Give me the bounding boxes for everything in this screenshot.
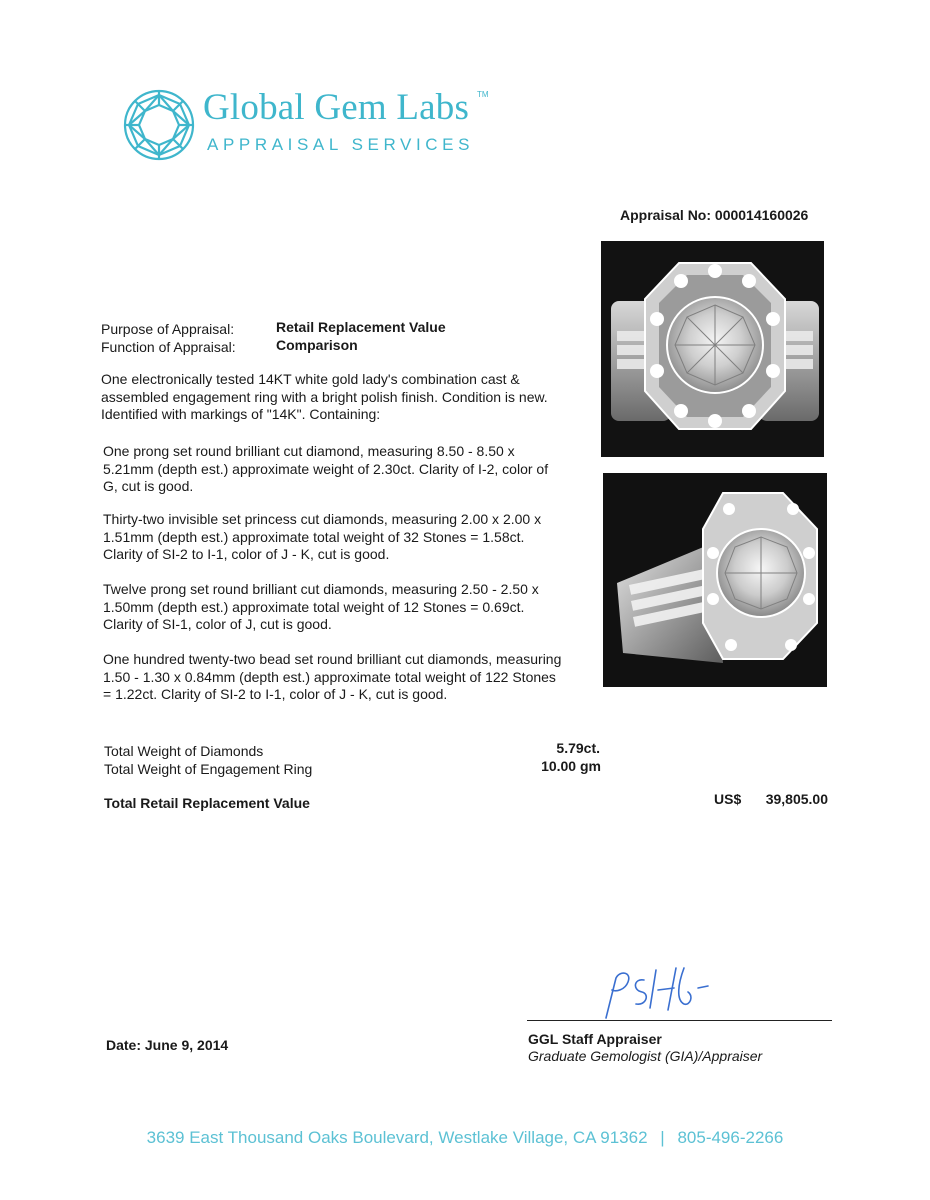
appraiser-credentials: Graduate Gemologist (GIA)/Appraiser [528, 1048, 763, 1064]
center-diamond-description: One prong set round brilliant cut diamond, measuring 8.50 - 8.50 x 5.21mm (depth est.) approximate weight of 2.30ct. Clarity of I-2, color of G, cut is good. [103, 443, 549, 494]
footer-contact [0, 1128, 930, 1148]
footer-separator: | [660, 1128, 665, 1147]
total-ring-weight-value: 10.00 gm [541, 758, 601, 774]
ring-description: One electronically tested 14KT white gold lady's combination cast & assembled engagement ring with a bright polish finish. Condition is new. Identified with markings of "14K". Containing: [101, 371, 548, 422]
total-diamonds-label: Total Weight of Diamonds [104, 743, 264, 759]
appraisal-date: Date: June 9, 2014 [106, 1037, 229, 1053]
footer-address: 3639 East Thousand Oaks Boulevard, Westlake Village, CA 91362 [146, 1128, 648, 1147]
total-retail-value: 39,805.00 [765, 791, 828, 807]
footer-phone: 805-496-2266 [677, 1128, 784, 1147]
ring-top-view-photo [601, 241, 824, 457]
purpose-value: Retail Replacement Value [276, 319, 446, 335]
prong-diamonds-description: Twelve prong set round brilliant cut diamonds, measuring 2.50 - 2.50 x 1.50mm (depth est.) approximate total weight of 12 Stones = 0.69ct. Clarity of SI-1, color of J, cut is good. [103, 581, 539, 632]
total-retail-label: Total Retail Replacement Value [104, 795, 310, 811]
trademark-mark: TM [477, 90, 489, 99]
round-diamond-icon [122, 88, 196, 162]
appraisal-number-value: 000014160026 [714, 207, 809, 223]
bead-diamonds-description: One hundred twenty-two bead set round brilliant cut diamonds, measuring 1.50 - 1.30 x 0.84mm (depth est.) approximate total weight of 122 Stones = 1.22ct. Clarity of SI-2 to I-1, color of J - K, cut is good. [103, 651, 562, 702]
appraisal-number-label: Appraisal No: [620, 207, 712, 223]
function-label: Function of Appraisal: [101, 339, 236, 355]
signature-mark [598, 960, 718, 1020]
princess-diamonds-description: Thirty-two invisible set princess cut diamonds, measuring 2.00 x 2.00 x 1.51mm (depth est.) approximate total weight of 32 Stones = 1.58ct. Clarity of SI-2 to I-1, color of J - K, cut is good. [103, 511, 542, 562]
brand-subtitle: APPRAISAL SERVICES [207, 135, 475, 154]
appraisal-number [620, 207, 808, 223]
total-diamonds-value: 5.79ct. [556, 740, 600, 756]
signature-line [527, 1020, 832, 1021]
function-value: Comparison [276, 337, 358, 353]
ring-side-view-photo [603, 473, 827, 687]
purpose-label: Purpose of Appraisal: [101, 321, 235, 337]
currency-label: US$ [714, 791, 742, 807]
brand-name: Global Gem Labs [203, 87, 470, 128]
appraiser-title: GGL Staff Appraiser [528, 1031, 662, 1047]
total-ring-weight-label: Total Weight of Engagement Ring [104, 761, 313, 777]
